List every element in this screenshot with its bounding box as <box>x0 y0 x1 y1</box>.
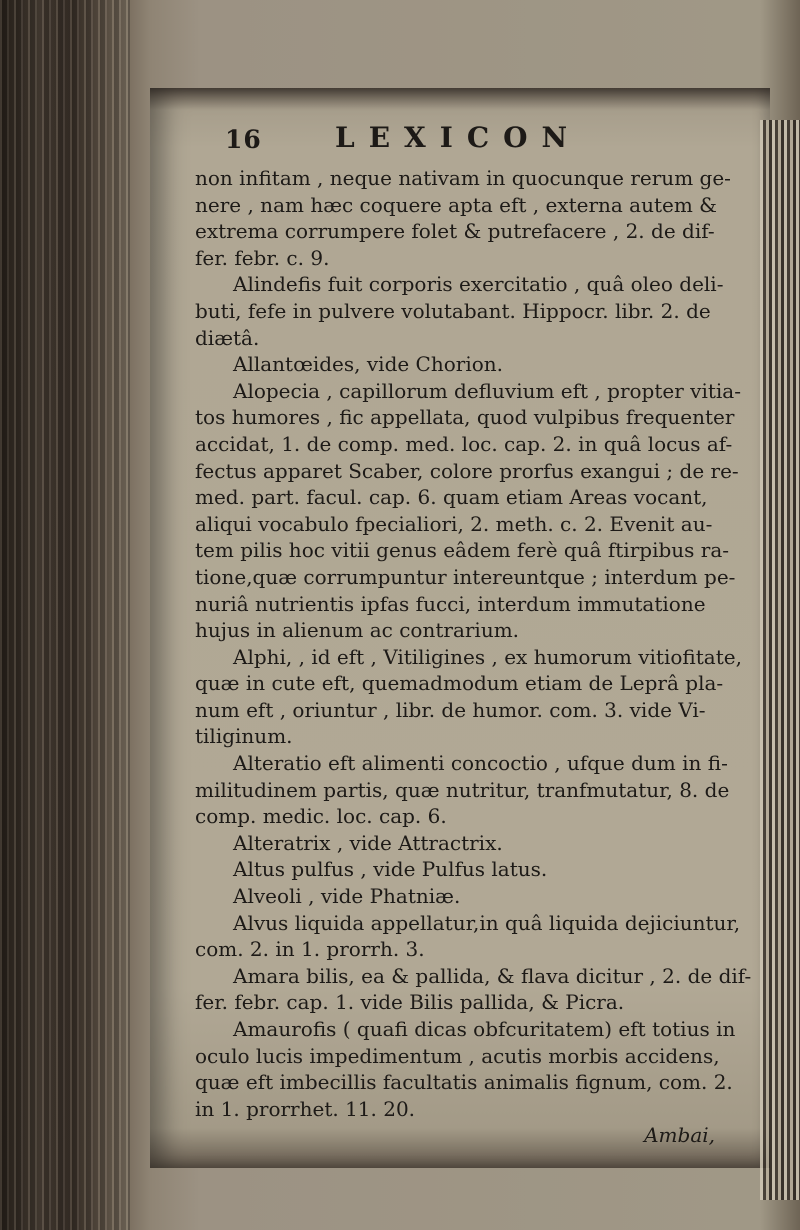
text-line: aliqui vocabulo fpecialiori, 2. meth. c. 2. Evenit au- <box>195 511 713 536</box>
entry-alphi: Alphi, , id eft , Vitiligines , ex humorum vitiofitate, <box>233 644 742 669</box>
entry-alveoli: Alveoli , vide Phatniæ. <box>233 884 461 909</box>
entry-alvus: Alvus liquida appellatur,in quâ liquida dejiciuntur, <box>233 910 741 935</box>
text-line: quæ eft imbecillis facultatis animalis fignum, com. 2. <box>195 1070 733 1095</box>
page-stack-edge <box>760 120 800 1200</box>
text-line: fer. febr. cap. 1. vide Bilis pallida, & Picra. <box>195 990 625 1015</box>
text-line: num eft , oriuntur , libr. de humor. com. 3. vide Vi- <box>195 697 706 722</box>
entry-amara-bilis: Amara bilis, ea & pallida, & flava dicitur , 2. de dif- <box>233 963 752 988</box>
text-line: militudinem partis, quæ nutritur, tranfmutatur, 8. de <box>195 777 730 802</box>
running-title: LEXICON <box>335 121 582 154</box>
text-line: oculo lucis impedimentum , acutis morbis accidens, <box>195 1043 720 1068</box>
entry-altus-pulfus: Altus pulfus , vide Pulfus latus. <box>233 857 548 882</box>
text-line: nere , nam hæc coquere apta eft , externa autem & <box>195 192 717 217</box>
text-line: tiliginum. <box>195 724 293 749</box>
page-number: 16 <box>225 125 262 154</box>
text-line: hujus in alienum ac contrarium. <box>195 618 520 643</box>
text-line: comp. medic. loc. cap. 6. <box>195 804 447 829</box>
entry-alteratrix: Alteratrix , vide Attractrix. <box>233 830 503 855</box>
text-line: fer. febr. c. 9. <box>195 245 330 270</box>
text-line: extrema corrumpere folet & putrefacere , 2. de dif- <box>195 219 715 244</box>
text-line: quæ in cute eft, quemadmodum etiam de Leprâ pla- <box>195 671 724 696</box>
entry-alindefis: Alindefis fuit corporis exercitatio , quâ oleo deli- <box>233 272 724 297</box>
book-binding-edge <box>0 0 130 1230</box>
text-line: non infitam , neque nativam in quocunque rerum ge- <box>195 166 731 190</box>
text-line: tem pilis hoc vitii genus eâdem ferè quâ ftirpibus ra- <box>195 538 730 563</box>
text-line: tione,quæ corrumpuntur intereuntque ; interdum pe- <box>195 564 736 589</box>
text-line: com. 2. in 1. prorrh. 3. <box>195 937 425 962</box>
text-line: tos humores , fic appellata, quod vulpibus frequenter <box>195 405 735 430</box>
page-text <box>195 121 755 1149</box>
text-line: fectus apparet Scaber, colore prorfus exangui ; de re- <box>195 458 739 483</box>
page-header <box>195 121 755 165</box>
entry-allantoeides: Allantœides, vide Chorion. <box>233 352 504 377</box>
text-line: med. part. facul. cap. 6. quam etiam Areas vocant, <box>195 485 708 510</box>
text-line: buti, fefe in pulvere volutabant. Hippocr. libr. 2. de <box>195 298 711 323</box>
entry-amaurofis: Amaurofis ( quafi dicas obfcuritatem) eft totius in <box>233 1017 736 1041</box>
text-line: nuriâ nutrientis ipfas fucci, interdum immutatione <box>195 591 706 616</box>
entry-alopecia: Alopecia , capillorum defluvium eft , propter vitia- <box>233 378 741 403</box>
text-line: in 1. prorrhet. 11. 20. <box>195 1096 416 1121</box>
text-line: diætâ. <box>195 325 260 350</box>
catchword: Ambai, <box>644 1123 715 1148</box>
text-line: accidat, 1. de comp. med. loc. cap. 2. in quâ locus af- <box>195 431 733 456</box>
entry-alteratio: Alteratio eft alimenti concoctio , ufque dum in fi- <box>233 751 728 776</box>
